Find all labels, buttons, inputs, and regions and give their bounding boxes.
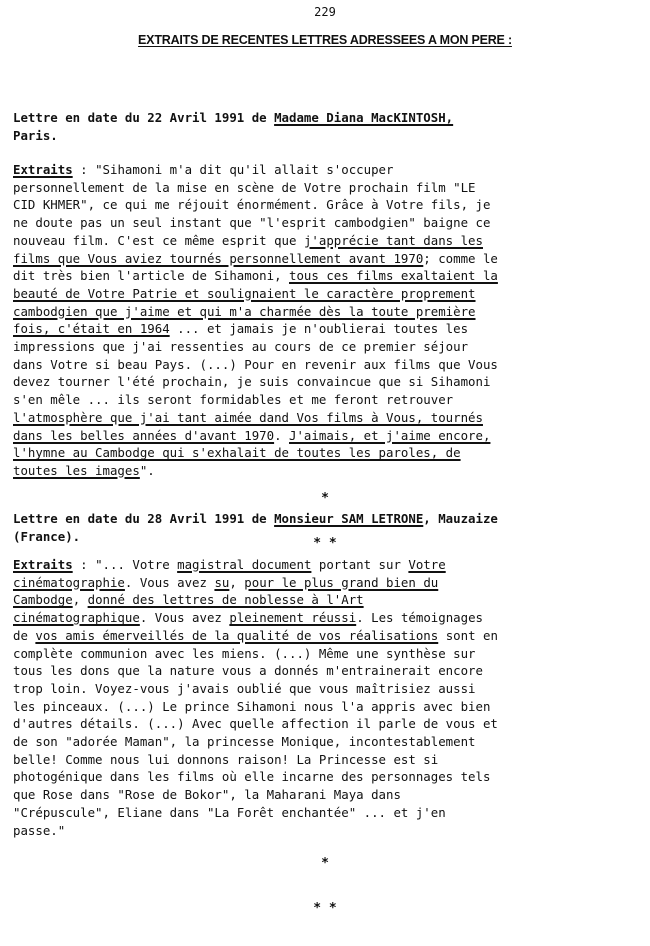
text-line — [13, 427, 643, 445]
text-segment: passe." — [13, 822, 66, 838]
letter-2-title — [13, 510, 643, 545]
text-segment: pleinement réussi — [229, 610, 357, 626]
text-segment: Extraits — [13, 557, 73, 572]
page-number: 229 — [314, 5, 336, 19]
text-line — [13, 196, 643, 214]
text-line — [13, 768, 643, 786]
text-segment: belle! Comme nous lui donnons raison! La Princesse est si — [13, 751, 439, 767]
text-segment: dit très bien l'article de Sihamoni, — [13, 268, 290, 284]
text-segment: Monsieur SAM LETRONE — [274, 511, 424, 526]
text-segment: cambodgien que j'aime et qui m'a charmée dès la toute première — [13, 303, 476, 319]
text-segment: , Mauzaize — [423, 511, 498, 526]
text-segment: magistral document — [177, 557, 312, 572]
text-segment: pour le plus grand bien du — [244, 574, 439, 590]
text-segment: portant sur — [311, 557, 409, 572]
text-line — [13, 250, 643, 268]
text-segment: l'atmosphère que j'ai tant aimée dand Vos films à Vous, tournés — [13, 409, 483, 425]
separator-star-top: * — [321, 491, 329, 506]
text-line — [13, 645, 643, 663]
text-segment: j'apprécie tant dans les — [303, 232, 483, 248]
text-segment: su — [214, 574, 230, 590]
text-line — [13, 733, 643, 751]
text-segment: ; comme le — [423, 250, 498, 266]
text-segment: personnellement de la mise en scène de Votre prochain film "LE — [13, 179, 476, 195]
text-segment: tous ces films exaltaient la — [289, 268, 498, 284]
text-segment: cinématographie — [13, 574, 125, 590]
separator-star-bottom: * * — [313, 536, 337, 551]
text-line — [13, 285, 643, 303]
text-line — [13, 627, 643, 645]
text-segment: cinématographique — [13, 610, 140, 626]
text-segment: l'hymne au Cambodge qui s'exhalait de toutes les paroles, de — [13, 445, 461, 461]
text-segment: s'en mêle ... ils seront formidables et me feront retrouver — [13, 392, 454, 408]
text-line — [13, 528, 643, 546]
text-segment: Madame Diana MacKINTOSH, — [274, 110, 454, 125]
text-segment: complète communion avec les miens. (...) Même une synthèse sur — [13, 645, 476, 661]
text-segment: dans Votre si beau Pays. (...) Pour en revenir aux films que Vous — [13, 356, 498, 372]
text-line — [13, 556, 643, 574]
text-segment: ne doute pas un seul instant que "l'esprit cambodgien" baigne ce — [13, 215, 491, 231]
text-segment: . — [274, 427, 290, 443]
text-segment: de — [13, 627, 36, 643]
letter-1-extract — [13, 161, 643, 480]
text-line — [13, 356, 643, 374]
section-separator-2 — [0, 826, 650, 946]
text-line — [13, 373, 643, 391]
text-segment: : "... Votre — [72, 557, 178, 572]
text-line — [13, 804, 643, 822]
text-segment: Lettre en date du 28 Avril 1991 de — [13, 511, 275, 526]
text-segment: trop loin. Voyez-vous j'avais oublié que vous maîtrisiez aussi — [13, 680, 476, 696]
text-line — [13, 786, 643, 804]
text-segment: Lettre en date du 22 Avril 1991 de — [13, 110, 275, 125]
text-segment: CID KHMER", ce qui me réjouit énormément. Grâce à Votre fils, je — [13, 197, 491, 213]
text-line — [13, 409, 643, 427]
text-segment: Votre — [408, 557, 446, 572]
text-line — [13, 320, 643, 338]
page-heading: EXTRAITS DE RECENTES LETTRES ADRESSEES A MON PERE : — [138, 33, 512, 47]
text-line — [13, 574, 643, 592]
text-line — [13, 510, 643, 528]
text-segment: d'autres détails. (...) Avec quelle affection il parle de vous et — [13, 716, 498, 732]
text-segment: fois, c'était en 1964 — [13, 321, 170, 337]
text-line — [13, 591, 643, 609]
text-segment: . Vous avez — [124, 574, 215, 590]
text-segment: vos amis émerveillés de la qualité de vos réalisations — [35, 627, 439, 643]
text-line — [13, 391, 643, 409]
text-line — [13, 609, 643, 627]
text-segment: , — [229, 574, 245, 590]
text-segment: tous les dons que la nature vous a donnés m'entrainerait encore — [13, 663, 483, 679]
text-segment: devez tourner l'été prochain, je suis convaincue que si Sihamoni — [13, 374, 491, 390]
text-line — [13, 303, 643, 321]
text-line — [13, 444, 643, 462]
text-line — [13, 338, 643, 356]
letter-2-extract — [13, 556, 643, 839]
text-segment: dans les belles années d'avant 1970 — [13, 427, 275, 443]
text-segment: Paris. — [13, 127, 58, 143]
text-segment: . Les témoignages — [356, 610, 484, 626]
text-line — [13, 662, 643, 680]
text-line — [13, 232, 643, 250]
separator-star-top: * — [321, 856, 329, 871]
text-segment: J'aimais, et j'aime encore, — [289, 427, 491, 443]
text-segment: sont en — [438, 627, 498, 643]
letter-1-title — [13, 109, 643, 144]
text-line — [13, 161, 643, 179]
text-line — [13, 267, 643, 285]
text-segment: . Vous avez — [139, 610, 230, 626]
text-line — [13, 109, 643, 127]
text-line — [13, 751, 643, 769]
text-segment: Cambodge — [13, 592, 73, 608]
text-segment: : "Sihamoni m'a dit qu'il allait s'occuper — [72, 162, 394, 177]
text-line — [13, 179, 643, 197]
text-line — [13, 214, 643, 232]
text-segment: Extraits — [13, 162, 73, 177]
text-segment: beauté de Votre Patrie et soulignaient le caractère proprement — [13, 285, 476, 301]
text-segment: , — [72, 592, 88, 608]
text-segment: nouveau film. C'est ce même esprit que — [13, 232, 304, 248]
text-line — [13, 698, 643, 716]
text-segment: impressions que j'ai ressenties au cours de ce premier séjour — [13, 339, 469, 355]
text-segment: photogénique dans les films où elle incarne des personnages tels — [13, 769, 491, 785]
text-line — [13, 715, 643, 733]
text-segment: (France). — [13, 528, 81, 544]
text-line — [13, 127, 643, 145]
text-segment: ... et jamais je n'oublierai toutes les — [169, 321, 469, 337]
text-segment: "Crépuscule", Eliane dans "La Forêt enchantée" ... et j'en — [13, 804, 446, 820]
text-segment: ". — [139, 462, 155, 478]
text-line — [13, 680, 643, 698]
text-segment: toutes les images — [13, 462, 140, 478]
text-segment: de son "adorée Maman", la princesse Monique, incontestablement — [13, 734, 476, 750]
text-segment: donné des lettres de noblesse à l'Art — [87, 592, 364, 608]
separator-star-bottom: * * — [313, 901, 337, 916]
text-segment: que Rose dans "Rose de Bokor", la Maharani Maya dans — [13, 787, 401, 803]
text-segment: films que Vous aviez tournés personnellement avant 1970 — [13, 250, 424, 266]
text-segment: les pinceaux. (...) Le prince Sihamoni nous l'a appris avec bien — [13, 698, 491, 714]
